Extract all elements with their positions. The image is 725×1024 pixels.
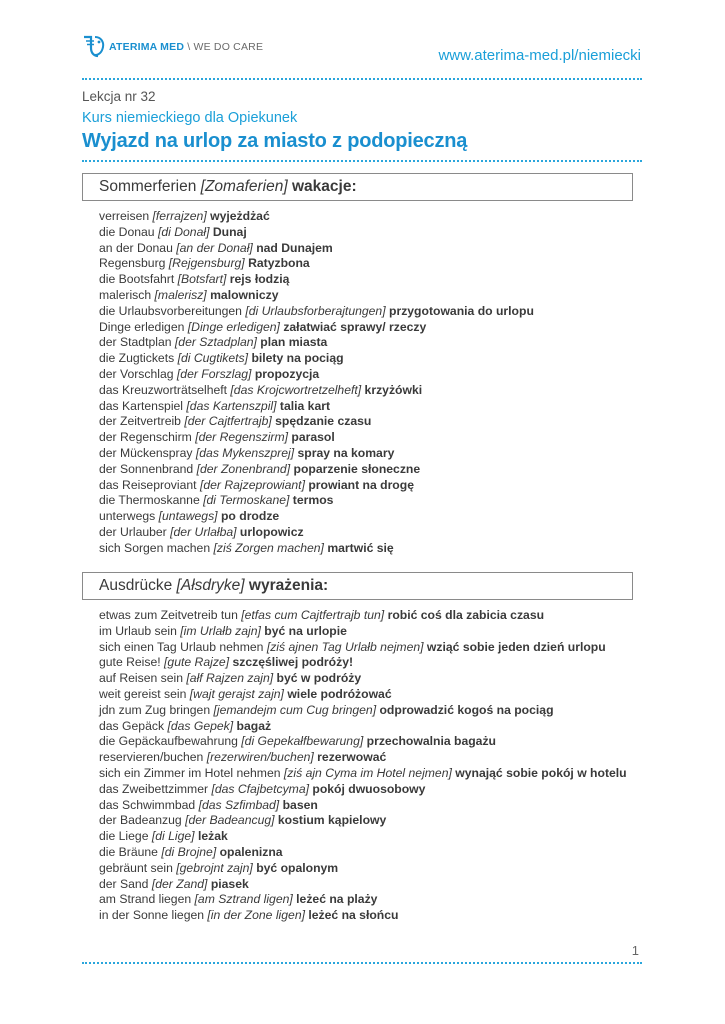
pronunciation: [der Rajzeprowiant] <box>199 477 305 492</box>
vocab-entry <box>99 719 627 735</box>
pronunciation: [untawegs] <box>158 509 218 524</box>
german-term: verreisen <box>99 209 150 223</box>
german-term: an der Donau <box>99 240 173 255</box>
vocab-entry <box>99 320 534 336</box>
polish-translation: przechowalnia bagażu <box>366 734 496 749</box>
polish-translation: basen <box>282 797 318 812</box>
polish-translation: malowniczy <box>210 287 279 302</box>
logo-brand: ATERIMA MED <box>109 41 185 53</box>
polish-translation: urlopowicz <box>239 524 304 539</box>
vocab-entry <box>99 892 627 908</box>
german-term: der Vorschlag <box>99 366 174 381</box>
german-term: sich einen Tag Urlaub nehmen <box>99 639 264 654</box>
logo-separator: \ <box>184 41 194 53</box>
vocabulary-list <box>99 209 534 557</box>
german-term: das Kreuzworträtselheft <box>99 382 228 397</box>
vocab-entry <box>99 509 534 525</box>
german-term: die Liege <box>99 829 149 844</box>
brand-logo <box>82 34 263 60</box>
vocab-entry <box>99 430 534 446</box>
footer-divider <box>82 962 642 964</box>
polish-translation: wyjeżdżać <box>210 209 270 223</box>
pronunciation: [etfas cum Cajtfertrajb tun] <box>241 608 385 622</box>
vocab-entry <box>99 478 534 494</box>
vocab-entry <box>99 877 627 893</box>
vocab-entry <box>99 813 627 829</box>
pronunciation: [das Kartenszpil] <box>186 398 277 413</box>
vocab-entry <box>99 798 627 814</box>
german-term: sich ein Zimmer im Hotel nehmen <box>99 765 281 780</box>
logo-tagline: WE DO CARE <box>193 41 264 53</box>
vocab-entry <box>99 640 627 656</box>
pronunciation: [ziś Zorgen machen] <box>213 540 324 555</box>
pronunciation: [ferrajzen] <box>152 209 207 223</box>
polish-translation: poparzenie słoneczne <box>293 461 421 476</box>
polish-translation: przygotowania do urlopu <box>389 303 534 318</box>
heading-german: Sommerferien <box>99 178 197 195</box>
polish-translation: propozycja <box>254 366 320 381</box>
course-name: Kurs niemieckiego dla Opiekunek <box>82 110 298 126</box>
german-term: jdn zum Zug bringen <box>99 702 211 717</box>
polish-translation: bilety na pociąg <box>251 351 344 366</box>
vocab-entry <box>99 462 534 478</box>
polish-translation: odprowadzić kogoś na pociąg <box>379 702 554 717</box>
polish-translation: rejs łodzią <box>229 272 290 287</box>
logo-text <box>109 41 263 53</box>
vocab-entry <box>99 383 534 399</box>
vocab-entry <box>99 608 627 624</box>
pronunciation: [Botsfart] <box>177 272 227 287</box>
polish-translation: wiele podróżować <box>287 686 392 701</box>
section-heading-vocabulary <box>82 173 633 201</box>
vocab-entry <box>99 703 627 719</box>
german-term: die Thermoskanne <box>99 493 200 508</box>
vocab-entry <box>99 671 627 687</box>
pronunciation: [das Szfimbad] <box>198 797 280 812</box>
german-term: der Zeitvertreib <box>99 414 181 429</box>
pronunciation: [der Urlałba] <box>170 524 237 539</box>
german-term: im Urlaub sein <box>99 623 177 638</box>
vocab-entry <box>99 908 627 924</box>
vocab-entry <box>99 750 627 766</box>
polish-translation: po drodze <box>220 509 280 524</box>
pronunciation: [ziś ajnen Tag Urlałb nejmen] <box>266 639 424 654</box>
pronunciation: [im Urlałb zajn] <box>180 623 261 638</box>
pronunciation: [rezerwiren/buchen] <box>206 750 314 765</box>
pronunciation: [das Krojcwortretzelheft] <box>230 382 362 397</box>
pronunciation: [gute Rajze] <box>164 655 230 670</box>
heading-german: Ausdrücke <box>99 577 173 594</box>
vocab-entry <box>99 209 534 225</box>
pronunciation: [di Cugtikets] <box>177 351 249 366</box>
german-term: malerisch <box>99 287 152 302</box>
pronunciation: [gebrojnt zajn] <box>176 860 253 875</box>
heading-polish: wakacje: <box>291 178 357 195</box>
vocab-entry <box>99 687 627 703</box>
polish-translation: być opalonym <box>256 860 339 875</box>
pronunciation: [di Urlaubsforberajtungen] <box>245 303 386 318</box>
vocab-entry <box>99 624 627 640</box>
aterima-med-logo-icon <box>82 34 106 60</box>
polish-translation: rezerwować <box>317 750 387 765</box>
german-term: reservieren/buchen <box>99 750 204 765</box>
pronunciation: [der Regenszirm] <box>195 430 288 445</box>
pronunciation: [ałf Rajzen zajn] <box>186 671 274 686</box>
pronunciation: [das Mykenszprej] <box>195 445 295 460</box>
lesson-number: Lekcja nr 32 <box>82 89 156 104</box>
polish-translation: kostium kąpielowy <box>277 813 387 828</box>
polish-translation: robić coś dla zabicia czasu <box>387 608 545 622</box>
polish-translation: martwić się <box>327 540 394 555</box>
polish-translation: załatwiać sprawy/ rzeczy <box>283 319 427 334</box>
german-term: gute Reise! <box>99 655 161 670</box>
vocab-entry <box>99 525 534 541</box>
pronunciation: [jemandejm cum Cug bringen] <box>213 702 377 717</box>
pronunciation: [der Zonenbrand] <box>196 461 291 476</box>
vocab-entry <box>99 399 534 415</box>
german-term: der Regenschirm <box>99 430 192 445</box>
polish-translation: bagaż <box>236 718 272 733</box>
german-term: das Zweibettzimmer <box>99 781 209 796</box>
polish-translation: leżeć na słońcu <box>308 908 399 923</box>
polish-translation: piasek <box>210 876 249 891</box>
vocab-entry <box>99 335 534 351</box>
polish-translation: wziąć sobie jeden dzień urlopu <box>426 639 606 654</box>
expressions-list <box>99 608 627 924</box>
polish-translation: spędzanie czasu <box>275 414 372 429</box>
pronunciation: [di Donał] <box>157 224 210 239</box>
german-term: das Gepäck <box>99 718 165 733</box>
german-term: etwas zum Zeitvetreib tun <box>99 608 238 622</box>
pronunciation: [am Sztrand ligen] <box>194 892 293 907</box>
german-term: das Kartenspiel <box>99 398 184 413</box>
vocab-entry <box>99 272 534 288</box>
vocab-entry <box>99 225 534 241</box>
page-title: Wyjazd na urlop za miasto z podopieczną <box>82 130 468 152</box>
german-term: Dinge erledigen <box>99 319 185 334</box>
german-term: Regensburg <box>99 256 166 271</box>
polish-translation: parasol <box>291 430 335 445</box>
pronunciation: [Rejgensburg] <box>168 256 245 271</box>
vocab-entry <box>99 241 534 257</box>
vocab-entry <box>99 829 627 845</box>
pronunciation: [wajt gerajst zajn] <box>189 686 284 701</box>
german-term: sich Sorgen machen <box>99 540 211 555</box>
polish-translation: nad Dunajem <box>256 240 333 255</box>
heading-polish: wyrażenia: <box>248 577 329 594</box>
vocab-entry <box>99 766 627 782</box>
german-term: gebräunt sein <box>99 860 173 875</box>
polish-translation: leżak <box>197 829 228 844</box>
vocab-entry <box>99 351 534 367</box>
polish-translation: szczęśliwej podróży! <box>232 655 354 670</box>
heading-pronunciation: [Zomaferien] <box>200 178 288 195</box>
pronunciation: [der Forszlag] <box>176 366 252 381</box>
german-term: der Urlauber <box>99 524 167 539</box>
site-url-link[interactable]: www.aterima-med.pl/niemiecki <box>438 47 641 64</box>
german-term: der Mückenspray <box>99 445 193 460</box>
vocab-entry <box>99 845 627 861</box>
pronunciation: [malerisz] <box>154 287 207 302</box>
vocab-entry <box>99 734 627 750</box>
german-term: die Zugtickets <box>99 351 175 366</box>
pronunciation: [di Lige] <box>151 829 195 844</box>
vocab-entry <box>99 367 534 383</box>
pronunciation: [ziś ajn Cyma im Hotel nejmen] <box>283 765 452 780</box>
vocab-entry <box>99 446 534 462</box>
german-term: das Schwimmbad <box>99 797 196 812</box>
german-term: die Donau <box>99 224 155 239</box>
pronunciation: [der Cajtfertrajb] <box>184 414 272 429</box>
title-divider <box>82 160 642 162</box>
polish-translation: być w podróży <box>276 671 362 686</box>
pronunciation: [das Cfajbetcyma] <box>211 781 309 796</box>
polish-translation: spray na komary <box>297 445 395 460</box>
polish-translation: pokój dwuosobowy <box>312 781 426 796</box>
german-term: das Reiseproviant <box>99 477 197 492</box>
german-term: der Sonnenbrand <box>99 461 194 476</box>
pronunciation: [der Badeancug] <box>185 813 275 828</box>
vocab-entry <box>99 256 534 272</box>
german-term: der Badeanzug <box>99 813 182 828</box>
german-term: die Gepäckaufbewahrung <box>99 734 238 749</box>
vocab-entry <box>99 782 627 798</box>
german-term: die Bootsfahrt <box>99 272 175 287</box>
german-term: unterwegs <box>99 509 156 524</box>
pronunciation: [in der Zone ligen] <box>207 908 305 923</box>
german-term: am Strand liegen <box>99 892 192 907</box>
polish-translation: plan miasta <box>260 335 328 350</box>
german-term: die Urlaubsvorbereitungen <box>99 303 242 318</box>
polish-translation: wynająć sobie pokój w hotelu <box>455 765 627 780</box>
pronunciation: [Dinge erledigen] <box>187 319 280 334</box>
vocab-entry <box>99 414 534 430</box>
pronunciation: [der Sztadplan] <box>174 335 257 350</box>
vocab-entry <box>99 304 534 320</box>
pronunciation: [di Brojne] <box>161 844 217 859</box>
pronunciation: [an der Donał] <box>176 240 253 255</box>
polish-translation: Dunaj <box>212 224 247 239</box>
german-term: auf Reisen sein <box>99 671 184 686</box>
page-number: 1 <box>631 943 639 958</box>
polish-translation: opalenizna <box>219 844 283 859</box>
heading-pronunciation: [Ałsdryke] <box>176 577 245 594</box>
vocab-entry <box>99 861 627 877</box>
polish-translation: termos <box>292 493 334 508</box>
polish-translation: leżeć na plaży <box>296 892 378 907</box>
pronunciation: [das Gepek] <box>167 718 234 733</box>
german-term: in der Sonne liegen <box>99 908 205 923</box>
polish-translation: prowiant na drogę <box>308 477 414 492</box>
vocab-entry <box>99 655 627 671</box>
german-term: der Stadtplan <box>99 335 172 350</box>
german-term: die Bräune <box>99 844 158 859</box>
german-term: weit gereist sein <box>99 686 187 701</box>
polish-translation: Ratyzbona <box>248 256 310 271</box>
section-heading-expressions <box>82 572 633 600</box>
vocab-entry <box>99 541 534 557</box>
german-term: der Sand <box>99 876 149 891</box>
header-divider <box>82 78 642 80</box>
vocab-entry <box>99 493 534 509</box>
pronunciation: [di Gepekałfbewarung] <box>241 734 364 749</box>
polish-translation: talia kart <box>279 398 331 413</box>
pronunciation: [di Termoskane] <box>203 493 290 508</box>
vocab-entry <box>99 288 534 304</box>
polish-translation: być na urlopie <box>264 623 347 638</box>
polish-translation: krzyżówki <box>364 382 423 397</box>
pronunciation: [der Zand] <box>151 876 208 891</box>
